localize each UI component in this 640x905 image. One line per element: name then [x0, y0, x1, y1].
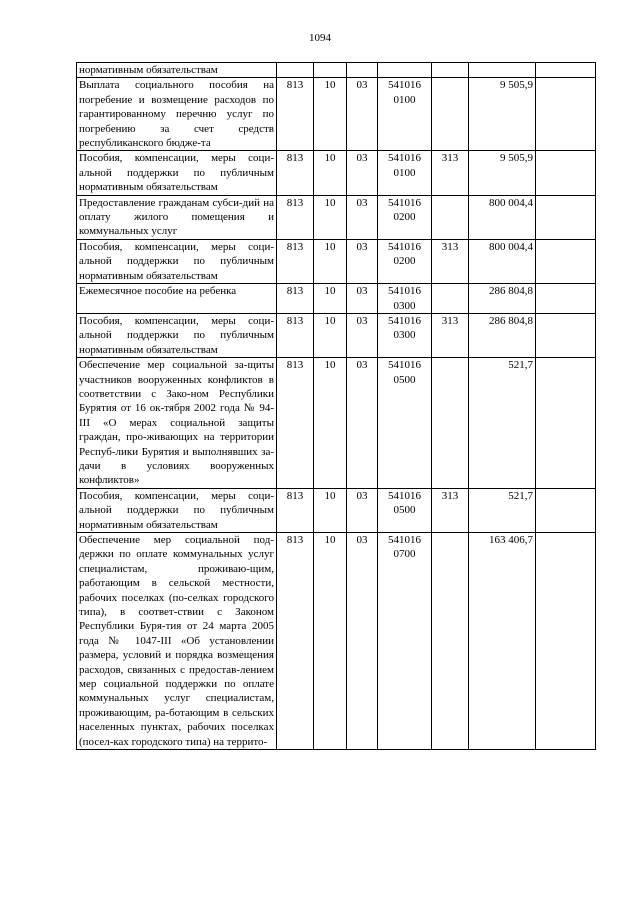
target-item-code: 541016 0300: [378, 313, 432, 357]
ministry-code: 813: [277, 358, 314, 489]
ministry-code: 813: [277, 151, 314, 195]
ministry-code: 813: [277, 239, 314, 283]
row-name: Обеспечение мер социальной за-щиты участников вооруженных конфликтов в соответствии с Зако-ном Республики Бурятия от 16 ок-тября 2002 года № 94-III «О мерах социальной защиты граждан, про-живающих на территории Респуб-лики Бурятия и выполнявших за-дачи в условиях вооруженных конфликтов»: [77, 358, 277, 489]
row-name: Предоставление гражданам субси-дий на оплату жилого помещения и коммунальных услуг: [77, 195, 277, 239]
amount: 163 406,7: [469, 533, 536, 750]
ministry-code: 813: [277, 488, 314, 532]
expense-type-code: [432, 78, 469, 151]
section-code: [314, 63, 347, 78]
table-row: [77, 78, 596, 151]
target-item-code: 541016 0500: [378, 488, 432, 532]
empty-cell: [536, 284, 596, 314]
row-name: Пособия, компенсации, меры соци-альной поддержки по публичным нормативным обязательствам: [77, 151, 277, 195]
table-row: [77, 358, 596, 489]
amount: 800 004,4: [469, 195, 536, 239]
row-name: Пособия, компенсации, меры соци-альной поддержки по публичным нормативным обязательствам: [77, 239, 277, 283]
amount: 286 804,8: [469, 284, 536, 314]
table-row: [77, 313, 596, 357]
expense-type-code: [432, 533, 469, 750]
section-code: 10: [314, 358, 347, 489]
target-item-code: 541016 0200: [378, 239, 432, 283]
table-row: [77, 63, 596, 78]
amount: 286 804,8: [469, 313, 536, 357]
subsection-code: 03: [347, 358, 378, 489]
empty-cell: [536, 533, 596, 750]
row-name: Пособия, компенсации, меры соци-альной поддержки по публичным нормативным обязательствам: [77, 488, 277, 532]
expense-type-code: 313: [432, 313, 469, 357]
expense-type-code: 313: [432, 488, 469, 532]
section-code: 10: [314, 284, 347, 314]
budget-table-body: [77, 63, 596, 750]
amount: 800 004,4: [469, 239, 536, 283]
target-item-code: 541016 0700: [378, 533, 432, 750]
empty-cell: [536, 358, 596, 489]
target-item-code: 541016 0300: [378, 284, 432, 314]
empty-cell: [536, 195, 596, 239]
expense-type-code: 313: [432, 239, 469, 283]
subsection-code: 03: [347, 239, 378, 283]
section-code: 10: [314, 488, 347, 532]
row-name: нормативным обязательствам: [77, 63, 277, 78]
table-row: [77, 239, 596, 283]
empty-cell: [536, 63, 596, 78]
expense-type-code: [432, 284, 469, 314]
target-item-code: 541016 0100: [378, 151, 432, 195]
empty-cell: [536, 239, 596, 283]
subsection-code: 03: [347, 78, 378, 151]
section-code: 10: [314, 195, 347, 239]
table-row: [77, 488, 596, 532]
row-name: Обеспечение мер социальной под-держки по оплате коммунальных услуг специалистам, проживаю-щим, работающим в сельской местности, рабочих поселках (по-селках городского типа), в соответ-ствии с Законом Республики Буря-тия от 24 марта 2005 года № 1047-III «Об установлении размера, условий и порядка возмещения расходов, связанных с предостав-лением мер социальной поддержки по оплате коммунальных услуг специалистам, проживающим, ра-ботающим в сельских населенных пунктах, рабочих поселках (посел-ках городского типа) на террито-: [77, 533, 277, 750]
subsection-code: 03: [347, 313, 378, 357]
empty-cell: [536, 488, 596, 532]
amount: 521,7: [469, 358, 536, 489]
row-name: Пособия, компенсации, меры соци-альной поддержки по публичным нормативным обязательствам: [77, 313, 277, 357]
section-code: 10: [314, 151, 347, 195]
ministry-code: 813: [277, 284, 314, 314]
empty-cell: [536, 313, 596, 357]
subsection-code: 03: [347, 533, 378, 750]
amount: 9 505,9: [469, 151, 536, 195]
row-name: Ежемесячное пособие на ребенка: [77, 284, 277, 314]
target-item-code: 541016 0500: [378, 358, 432, 489]
row-name: Выплата социального пособия на погребение и возмещение расходов по гарантированному перечню услуг по погребению за счет средств республиканского бюдже-та: [77, 78, 277, 151]
expense-type-code: [432, 358, 469, 489]
expense-type-code: [432, 63, 469, 78]
section-code: 10: [314, 239, 347, 283]
table-row: [77, 284, 596, 314]
ministry-code: 813: [277, 313, 314, 357]
section-code: 10: [314, 78, 347, 151]
page-number: 1094: [309, 32, 331, 44]
table-row: [77, 533, 596, 750]
section-code: 10: [314, 533, 347, 750]
subsection-code: 03: [347, 151, 378, 195]
expense-type-code: [432, 195, 469, 239]
subsection-code: 03: [347, 284, 378, 314]
budget-table: [76, 62, 596, 750]
amount: 521,7: [469, 488, 536, 532]
amount: [469, 63, 536, 78]
subsection-code: 03: [347, 488, 378, 532]
amount: 9 505,9: [469, 78, 536, 151]
empty-cell: [536, 78, 596, 151]
target-item-code: 541016 0200: [378, 195, 432, 239]
table-row: [77, 151, 596, 195]
empty-cell: [536, 151, 596, 195]
ministry-code: 813: [277, 533, 314, 750]
subsection-code: [347, 63, 378, 78]
target-item-code: [378, 63, 432, 78]
subsection-code: 03: [347, 195, 378, 239]
table-row: [77, 195, 596, 239]
ministry-code: [277, 63, 314, 78]
target-item-code: 541016 0100: [378, 78, 432, 151]
section-code: 10: [314, 313, 347, 357]
ministry-code: 813: [277, 78, 314, 151]
ministry-code: 813: [277, 195, 314, 239]
expense-type-code: 313: [432, 151, 469, 195]
